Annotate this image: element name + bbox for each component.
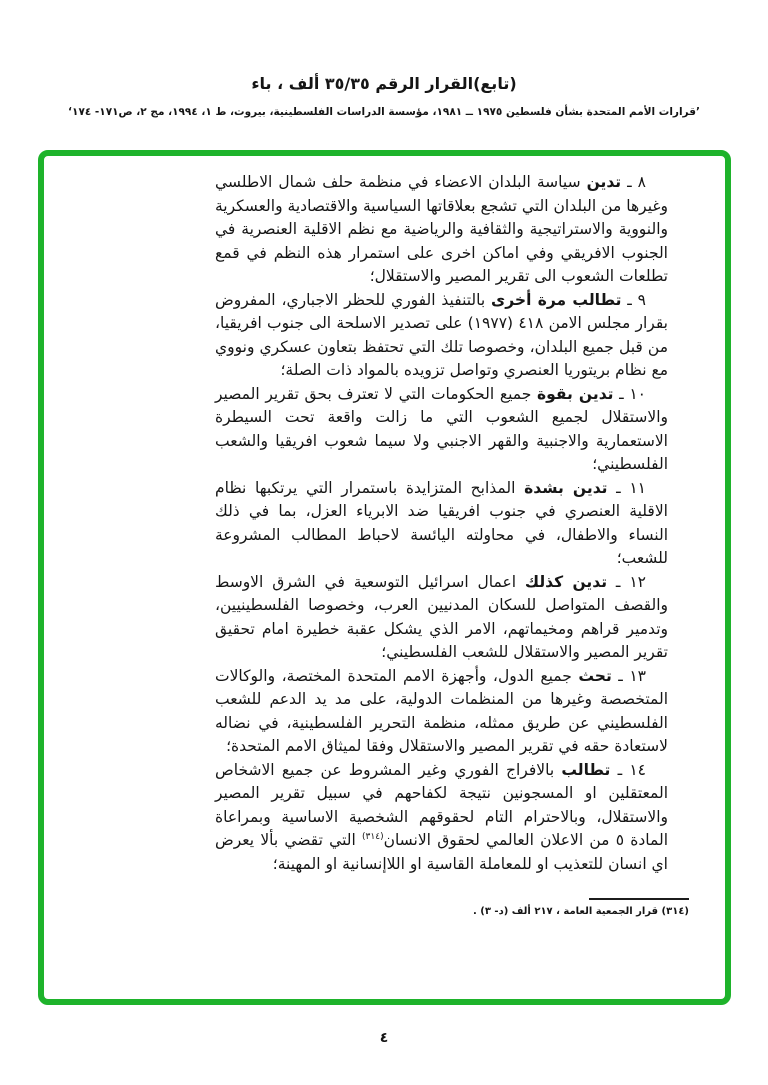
paragraph-number: ٨ ـ xyxy=(621,173,646,191)
paragraph-lead: تحث xyxy=(578,666,612,685)
paragraph-text: سياسة البلدان الاعضاء في منظمة حلف شمال الاطلسي وغيرها من البلدان التي تشجع بعلاقاتها السياسية والاقتصادية والعسكرية والنووية والاستراتيجية والثقافية والرياضية مع نظم الاقلية العنصرية في الجنوب الافريقي وفي اماكن اخرى على استمرار هذه النظم في قمع تطلعات الشعوب الى تقرير المصير والاستقلال؛ xyxy=(215,173,668,285)
page-number: ٤ xyxy=(379,1030,389,1046)
highlight-box xyxy=(38,150,731,1005)
resolution-paragraph-9 xyxy=(215,289,668,383)
footnote: (٣١٤) قرار الجمعية العامة ، ٢١٧ ألف (د- ٣) . xyxy=(472,906,689,917)
resolution-paragraph-12 xyxy=(215,571,668,665)
footnote-reference: (٣١٤) xyxy=(362,831,384,842)
paragraph-number: ١٢ ـ xyxy=(607,572,646,591)
paragraph-lead: تدين بقوة xyxy=(536,384,614,403)
resolution-paragraph-8 xyxy=(215,171,668,289)
paragraph-text: بالافراج الفوري وغير المشروط عن جميع الاشخاص المعتقلين او المسجونين نتيجة لكفاحهم في سبيل تقرير المصير والاستقلال، وبالاحترام التام لحقوقهم الشخصية الاساسية وبمراعاة المادة ٥ من الاعلان العالمي لحقوق الانسان xyxy=(215,760,668,849)
resolution-paragraph-10 xyxy=(215,383,668,477)
paragraph-text: جميع الحكومات التي لا تعترف بحق تقرير المصير والاستقلال لجميع الشعوب التي ما زالت واقعة تحت السيطرة الاستعمارية والاجنبية والقهر الاجنبي ولا سيما شعوب افريقيا والشعب الفلسطيني؛ xyxy=(215,384,668,473)
paragraph-lead: تدين xyxy=(586,173,622,191)
resolution-paragraph-11 xyxy=(215,477,668,571)
paragraph-number: ٩ ـ xyxy=(621,290,646,309)
paragraph-number: ١٣ ـ xyxy=(611,666,646,685)
paragraph-text-continued: التي تقضي بألا يعرض اي انسان للتعذيب او للمعاملة القاسية او اللاإنسانية او المهينة؛ xyxy=(215,831,668,873)
paragraph-text: بالتنفيذ الفوري للحظر الاجباري، المفروض بقرار مجلس الامن ٤١٨ (١٩٧٧) على تصدير الاسلحة الى جنوب افريقيا، من قبل جميع البلدان، وخصوصا تلك التي تحتفظ بتعاون عسكري ونووي مع نظام بريتوريا العنصري وتواصل تزويده بالمواد ذات الصلة؛ xyxy=(215,290,668,379)
paragraph-number: ١٠ ـ xyxy=(613,384,646,403)
resolution-paragraph-13 xyxy=(215,665,668,759)
footnote-block xyxy=(449,898,689,917)
source-citation: ’قرارات الأمم المتحدة بشأن فلسطين ١٩٧٥ ــ ١٩٨١، مؤسسة الدراسات الفلسطينية، بيروت، ط ١، ١٩٩٤، مج ٢، ص١٧١- ١٧٤‘ xyxy=(68,106,700,118)
paragraph-lead: تطالب xyxy=(561,760,611,779)
paragraph-text: المذابح المتزايدة باستمرار التي يرتكبها نظام الاقلية العنصري في جنوب افريقيا ضد الابرياء العزل، بما في ذلك النساء والاطفال، في محاولته اليائسة لاحباط المطالب المشروعة للشعب؛ xyxy=(215,478,668,567)
paragraph-lead: تدين بشدة xyxy=(524,478,608,497)
page-title: (تابع)القرار الرقم ٣٥/٣٥ ألف ، باء xyxy=(251,74,517,93)
footnote-separator xyxy=(589,898,689,900)
paragraph-lead: تطالب مرة أخرى xyxy=(491,290,622,309)
paragraph-text: جميع الدول، وأجهزة الامم المتحدة المختصة، والوكالات المتخصصة وغيرها من المنظمات الدولية، على مد يد الدعم للشعب الفلسطيني عن طريق ممثله، منظمة التحرير الفلسطينية، في نضاله لاستعادة حقه في تقرير المصير والاستقلال وفقا لميثاق الامم المتحدة؛ xyxy=(215,666,668,755)
paragraph-number: ١١ ـ xyxy=(607,478,646,497)
paragraph-number: ١٤ ـ xyxy=(610,760,646,779)
resolution-text xyxy=(215,171,668,876)
resolution-paragraph-14 xyxy=(215,759,668,877)
paragraph-text: اعمال اسرائيل التوسعية في الشرق الاوسط والقصف المتواصل للسكان المدنيين العرب، وخصوصا الفلسطينيين، وتدمير قراهم ومخيماتهم، الامر الذي يشكل عقبة خطيرة امام تحقيق تقرير المصير والاستقلال للشعب الفلسطيني؛ xyxy=(215,572,668,661)
paragraph-lead: تدين كذلك xyxy=(524,572,608,591)
